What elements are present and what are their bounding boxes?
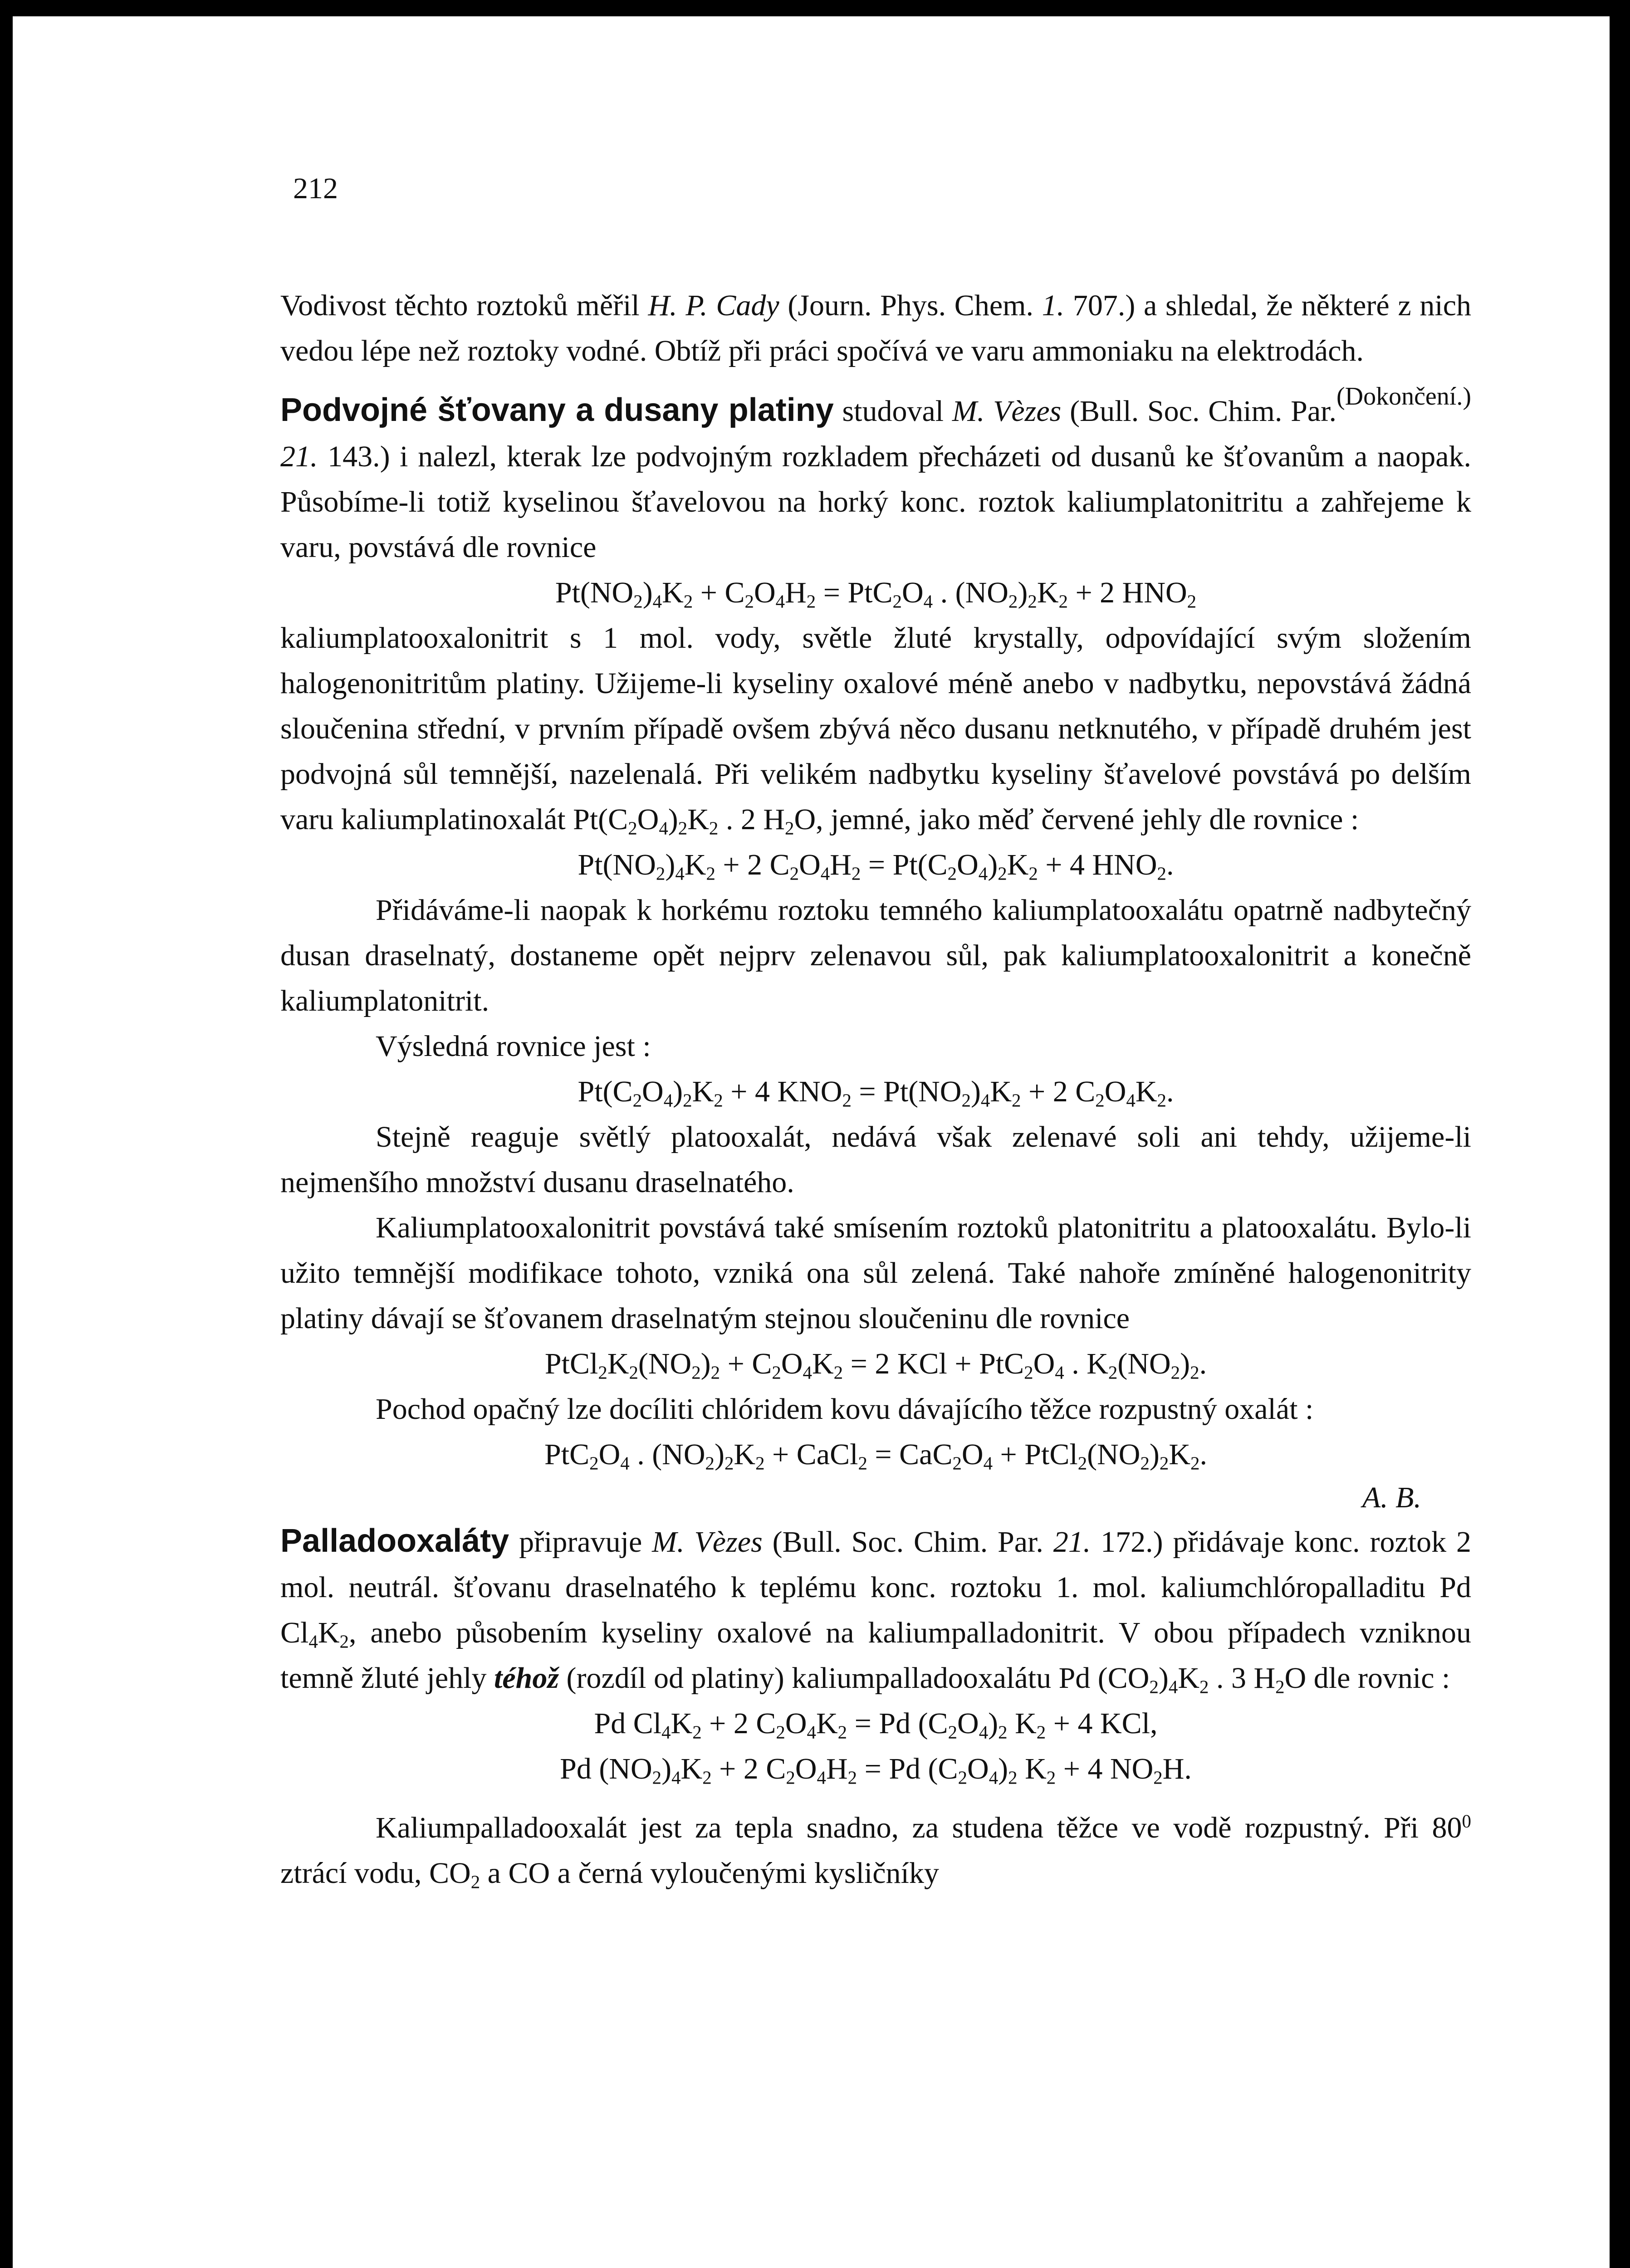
author-signature: A. B. bbox=[1362, 1481, 1421, 1514]
document-page bbox=[13, 16, 1610, 2268]
paragraph-oxalonitrit: kaliumplatooxalonitrit s 1 mol. vody, světle žluté krystally, odpovídající svým složením halogenonitritům platiny. Užijeme-li kyseliny oxalové méně anebo v nadbytku, nepovstává žádná sloučenina střední, v prvním případě ovšem zbývá něco dusanu netknutého, v případě druhém jest podvojná sůl temnější, nazelenalá. Při velikém nadbytku kyseliny šťavelové povstává po delším varu kaliumplatinoxalát $Pt(C_2O_4)_2K_2$ . 2 $H_2O$, jemné, jako měď červené jehly dle rovnice : bbox=[280, 621, 1471, 839]
equation-7: Pd $(NO_2)_4K_2 + 2$ $C_2O_4H_2 = Pd$ $(C_2O_4)_2$ $K_2 + 4$ $NO_2H$. bbox=[560, 1752, 1192, 1788]
equation-3: $Pt(C_2O_4)_2K_2 + 4$ $KNO_2 = Pt(NO_2)_4K_2 + 2$ $C_2O_4K_2$. bbox=[578, 1075, 1174, 1111]
continuation-note: (Dokončení.) bbox=[1336, 382, 1471, 411]
equation-6: Pd $Cl_4K_2 + 2$ $C_2O_4K_2 = Pd$ $(C_2O_4)_2$ $K_2 + 4$ KCl, bbox=[594, 1707, 1158, 1743]
paragraph-solubility: Kaliumpalladooxalát jest za tepla snadno, za studena těžce ve vodě rozpustný. Při $80^0$ ztrácí vodu, $CO_2$ a CO a černá vyloučenými kysličníky bbox=[280, 1811, 1471, 1892]
paragraph-mixing: Kaliumplatooxalonitrit povstává také smísením roztoků platonitritu a platooxalátu. Bylo-li užito temnější modifikace tohoto, vzniká ona sůl zelená. Také nahoře zmíněné halogenonitrity platiny dávají se šťovanem draselnatým stejnou sloučeninu dle rovnice bbox=[280, 1211, 1471, 1335]
section-heading-palladium: Palladooxaláty bbox=[280, 1523, 509, 1559]
author-name: M. Vèzes bbox=[652, 1525, 763, 1559]
page-content bbox=[280, 166, 1471, 1896]
paragraph-conductivity: Vodivost těchto roztoků měřil H. P. Cady (Journ. Phys. Chem. 1. 707.) a shledal, že některé z nich vedou lépe než roztoky vodné. Obtíž při práci spočívá ve varu ammoniaku na elektrodách. (Dokončení.) bbox=[280, 283, 1471, 374]
paragraph-reverse-reaction: Přidáváme-li naopak k horkému roztoku temného kaliumplatooxalátu opatrně nadbytečný dusan draselnatý, dostaneme opět nejprv zelenavou sůl, pak kaliumplatooxalonitrit a konečně kaliumplatonitrit. bbox=[280, 894, 1471, 1017]
paragraph-opposite-process: Pochod opačný lze docíliti chlóridem kovu dávajícího těžce rozpustný oxalát : bbox=[376, 1393, 1314, 1426]
equation-5: $PtC_2O_4$ . $(NO_2)_2K_2$ + CaCl$_2$ = $CaC_2O_4$ + $PtCl_2(NO_2)_2K_2$. bbox=[544, 1438, 1207, 1474]
equation-2: $Pt(NO_2)_4K_2 + 2$ $C_2O_4H_2 = Pt(C_2O_4)_2K_2 + 4$ $HNO_2$. bbox=[578, 848, 1174, 884]
author-name: M. Vèzes bbox=[952, 395, 1062, 428]
equation-4: $PtCl_2K_2(NO_2)_2 + C_2O_4K_2 = 2$ KCl + $PtC_2O_4$ . $K_2(NO_2)_2$. bbox=[544, 1347, 1207, 1383]
paragraph-light-platooxalate: Stejně reaguje světlý platooxalát, nedává však zelenavé soli ani tehdy, užijeme-li nejmenšího množství dusanu draselnatého. bbox=[280, 1120, 1471, 1199]
paragraph-platinum-oxalates: Podvojné šťovany a dusany platiny studoval M. Vèzes (Bull. Soc. Chim. Par. 21. 143.) i nalezl, kterak lze podvojným rozkladem přecházeti od dusanů ke šťovanům a naopak. Působíme-li totiž kyselinou šťavelovou na horký konc. roztok kaliumplatonitritu a zahřejeme k varu, povstává dle rovnice bbox=[280, 392, 1471, 564]
equation-1: $Pt(NO_2)_4K_2 + C_2O_4H_2 = PtC_2O_4$ . $(NO_2)_2K_2 + 2$ $HNO_2$ bbox=[555, 576, 1197, 612]
page-number: 212 bbox=[293, 172, 338, 205]
paragraph-palladooxalates: Palladooxaláty připravuje M. Vèzes (Bull. Soc. Chim. Par. 21. 172.) přidávaje konc. roztok 2 mol. neutrál. šťovanu draselnatého k teplému konc. roztoku 1. mol. kaliumchlóropalladitu Pd $Cl_4K_2$, anebo působením kyseliny oxalové na kaliumpalladonitrit. V obou případech vzniknou temně žluté jehly téhož (rozdíl od platiny) kaliumpalladooxalátu Pd $(CO_2)_4K_2$ . 3 $H_2O$ dle rovnic : bbox=[280, 1523, 1471, 1697]
section-heading-platinum: Podvojné šťovany a dusany platiny bbox=[280, 392, 834, 428]
paragraph-result-equation-intro: Výsledná rovnice jest : bbox=[376, 1030, 651, 1063]
author-name: H. P. Cady bbox=[648, 289, 779, 322]
